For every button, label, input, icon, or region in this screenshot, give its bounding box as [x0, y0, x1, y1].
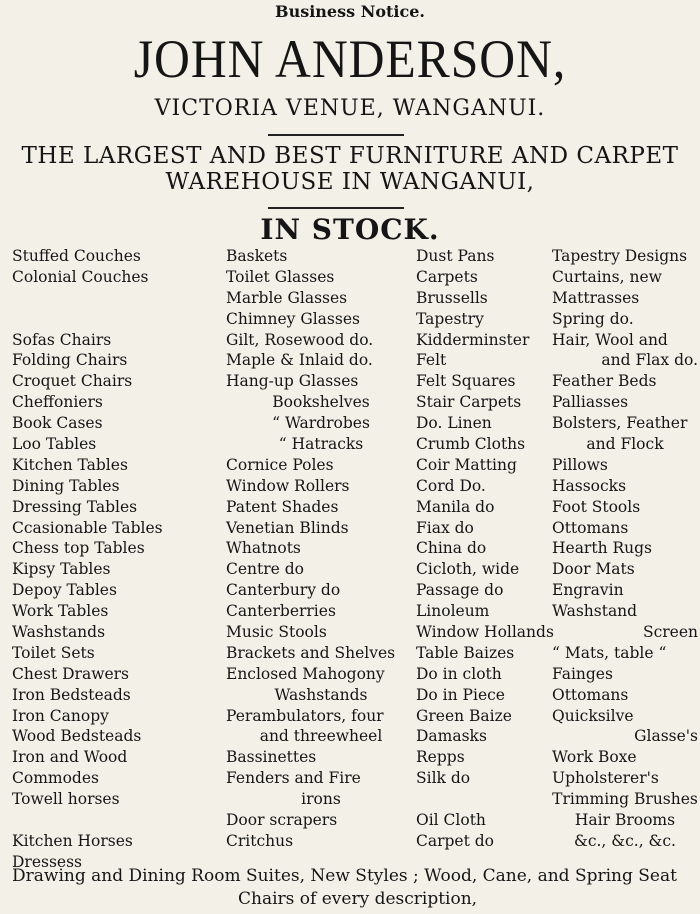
- tagline-line-1: THE LARGEST AND BEST FURNITURE AND CARPET: [21, 143, 679, 169]
- stock-item: Green Baize: [416, 706, 512, 725]
- stock-item: Curtains, new: [552, 267, 662, 286]
- stock-item: Feather Beds: [552, 372, 657, 391]
- stock-item: Stuffed Couches: [12, 247, 141, 265]
- stock-item: Hair Brooms: [574, 811, 676, 830]
- stock-item: Crumb Cloths: [416, 435, 526, 454]
- stock-column-2: [226, 246, 416, 852]
- stock-item: Bolsters, Feather: [552, 414, 688, 433]
- stock-item: Patent Shades: [226, 497, 339, 516]
- stock-item: Window Hollands: [416, 623, 554, 642]
- stock-item: Do in Piece: [416, 685, 505, 704]
- stock-item: Marble Glasses: [226, 288, 348, 307]
- notice-heading: Business Notice.: [275, 2, 425, 21]
- stock-item: Damasks: [416, 727, 487, 746]
- stock-item: Fainges: [552, 664, 613, 683]
- stock-item: Stair Carpets: [416, 393, 522, 412]
- stock-item: Kitchen Horses: [12, 831, 133, 850]
- stock-item: Coir Matting: [416, 455, 517, 474]
- stock-item: Hearth Rugs: [552, 539, 653, 558]
- stock-item: “ Hatracks: [278, 435, 364, 454]
- stock-item: Linoleum: [416, 602, 490, 621]
- divider-rule: [268, 207, 404, 209]
- stock-item: Bassinettes: [226, 748, 317, 767]
- stock-item: Hassocks: [552, 476, 627, 495]
- stock-item: Washstands: [12, 623, 106, 642]
- stock-item: Wood Bedsteads: [12, 727, 142, 746]
- stock-item: China do: [416, 539, 487, 558]
- stock-item: irons: [301, 790, 341, 809]
- stock-item: and Flax do.: [601, 351, 698, 370]
- stock-item: Chest Drawers: [12, 664, 130, 683]
- stock-item: Cheffoniers: [12, 393, 103, 412]
- stock-item: Foot Stools: [552, 497, 641, 516]
- stock-item: Depoy Tables: [12, 581, 117, 600]
- stock-item: Fiax do: [416, 518, 474, 537]
- stock-item: Washstands: [274, 685, 368, 704]
- stock-item: Towell horses: [12, 790, 120, 809]
- stock-item: and threewheel: [259, 727, 383, 746]
- stock-item: Brussells: [416, 288, 488, 307]
- stock-item: Screen: [642, 623, 698, 642]
- stock-item: Book Cases: [12, 414, 103, 433]
- stock-item: Palliasses: [552, 393, 629, 412]
- stock-item: Ottomans: [552, 685, 629, 704]
- stock-item: Door Mats: [552, 560, 635, 579]
- stock-item: Whatnots: [226, 539, 301, 558]
- stock-item: Music Stools: [226, 623, 327, 642]
- divider-rule: [268, 134, 404, 136]
- stock-item: Kipsy Tables: [12, 560, 111, 579]
- stock-item: Loo Tables: [12, 435, 97, 454]
- stock-item: Upholsterer's: [552, 769, 659, 788]
- stock-item: Baskets: [226, 247, 288, 265]
- stock-item: Iron Bedsteads: [12, 685, 131, 704]
- stock-item: Canterbury do: [226, 581, 341, 600]
- stock-item: Work Tables: [12, 602, 109, 621]
- stock-item: Manila do: [416, 497, 495, 516]
- stock-item: Hang-up Glasses: [226, 372, 359, 391]
- stock-item: Glasse's: [634, 727, 698, 746]
- stock-column-1: [12, 246, 217, 873]
- stock-item: Trimming Brushes: [552, 790, 698, 809]
- stock-item: Pillows: [552, 455, 608, 474]
- stock-item: Window Rollers: [226, 476, 350, 495]
- stock-item: Table Baizes: [416, 643, 515, 662]
- stock-item: “ Mats, table “: [552, 643, 667, 662]
- stock-item: &c., &c., &c.: [574, 831, 676, 850]
- stock-item: Dining Tables: [12, 476, 120, 495]
- stock-item: Carpets: [416, 267, 478, 286]
- stock-item: Dressess: [12, 852, 82, 871]
- stock-item: Washstand: [552, 602, 638, 621]
- stock-item: Iron and Wood: [12, 748, 128, 767]
- stock-item: Spring do.: [552, 309, 634, 328]
- stock-item: Sofas Chairs: [12, 330, 112, 349]
- stock-item: Chess top Tables: [12, 539, 145, 558]
- stock-item: Engravin: [552, 581, 624, 600]
- stock-item: Fenders and Fire: [226, 769, 361, 788]
- stock-item: Hair, Wool and: [552, 330, 668, 349]
- stock-item: Ccasionable Tables: [12, 518, 163, 537]
- stock-item: Critchus: [226, 831, 294, 850]
- stock-item: Quicksilve: [552, 706, 634, 725]
- stock-item: Oil Cloth: [416, 811, 486, 830]
- stock-item: Cornice Poles: [226, 455, 334, 474]
- footer-line-2: Chairs of every description,: [238, 889, 478, 909]
- stock-item: Brackets and Shelves: [226, 643, 396, 662]
- stock-item: Centre do: [226, 560, 305, 579]
- stock-item: Felt: [416, 351, 447, 370]
- stock-item: Silk do: [416, 769, 471, 788]
- merchant-name: JOHN ANDERSON,: [133, 29, 567, 89]
- stock-item: Tapestry Designs: [552, 247, 688, 265]
- stock-item: Folding Chairs: [12, 351, 128, 370]
- stock-item: Bookshelves: [272, 393, 370, 412]
- stock-item: Dressing Tables: [12, 497, 138, 516]
- stock-item: Kitchen Tables: [12, 455, 128, 474]
- stock-item: Work Boxe: [552, 748, 637, 767]
- stock-item: Toilet Glasses: [226, 267, 335, 286]
- stock-item: Enclosed Mahogony: [226, 664, 385, 683]
- stock-item: Door scrapers: [226, 811, 338, 830]
- stock-item: Tapestry: [416, 309, 484, 328]
- stock-item: Do. Linen: [416, 414, 492, 433]
- stock-item: Canterberries: [226, 602, 336, 621]
- stock-item: Dust Pans: [416, 247, 495, 265]
- stock-item: Toilet Sets: [12, 643, 95, 662]
- stock-item: Gilt, Rosewood do.: [226, 330, 374, 349]
- tagline-line-2: WAREHOUSE IN WANGANUI,: [165, 169, 535, 195]
- stock-item: Passage do: [416, 581, 504, 600]
- stock-item: Do in cloth: [416, 664, 502, 683]
- stock-item: Croquet Chairs: [12, 372, 133, 391]
- stock-item: “ Wardrobes: [272, 414, 370, 433]
- stock-heading: IN STOCK.: [260, 213, 440, 246]
- stock-item: Colonial Couches: [12, 267, 149, 286]
- stock-item: Carpet do: [416, 831, 495, 850]
- stock-item: Perambulators, four: [226, 706, 384, 725]
- stock-item: and Flock: [586, 435, 664, 454]
- stock-column-4: [552, 246, 698, 852]
- stock-item: Maple & Inlaid do.: [226, 351, 373, 370]
- stock-item: Felt Squares: [416, 372, 516, 391]
- stock-item: Venetian Blinds: [226, 518, 349, 537]
- stock-item: Cicloth, wide: [416, 560, 520, 579]
- stock-item: Iron Canopy: [12, 706, 109, 725]
- stock-item: Repps: [416, 748, 465, 767]
- stock-item: Chimney Glasses: [226, 309, 360, 328]
- stock-item: Ottomans: [552, 518, 629, 537]
- stock-item: Mattrasses: [552, 288, 640, 307]
- merchant-address: VICTORIA VENUE, WANGANUI.: [154, 96, 546, 121]
- stock-column-3: [416, 246, 556, 852]
- footer-line-1: Drawing and Dining Room Suites, New Styles ; Wood, Cane, and Spring Seat: [12, 866, 677, 886]
- stock-item: Commodes: [12, 769, 99, 788]
- stock-item: Cord Do.: [416, 476, 486, 495]
- stock-item: Kidderminster: [416, 330, 530, 349]
